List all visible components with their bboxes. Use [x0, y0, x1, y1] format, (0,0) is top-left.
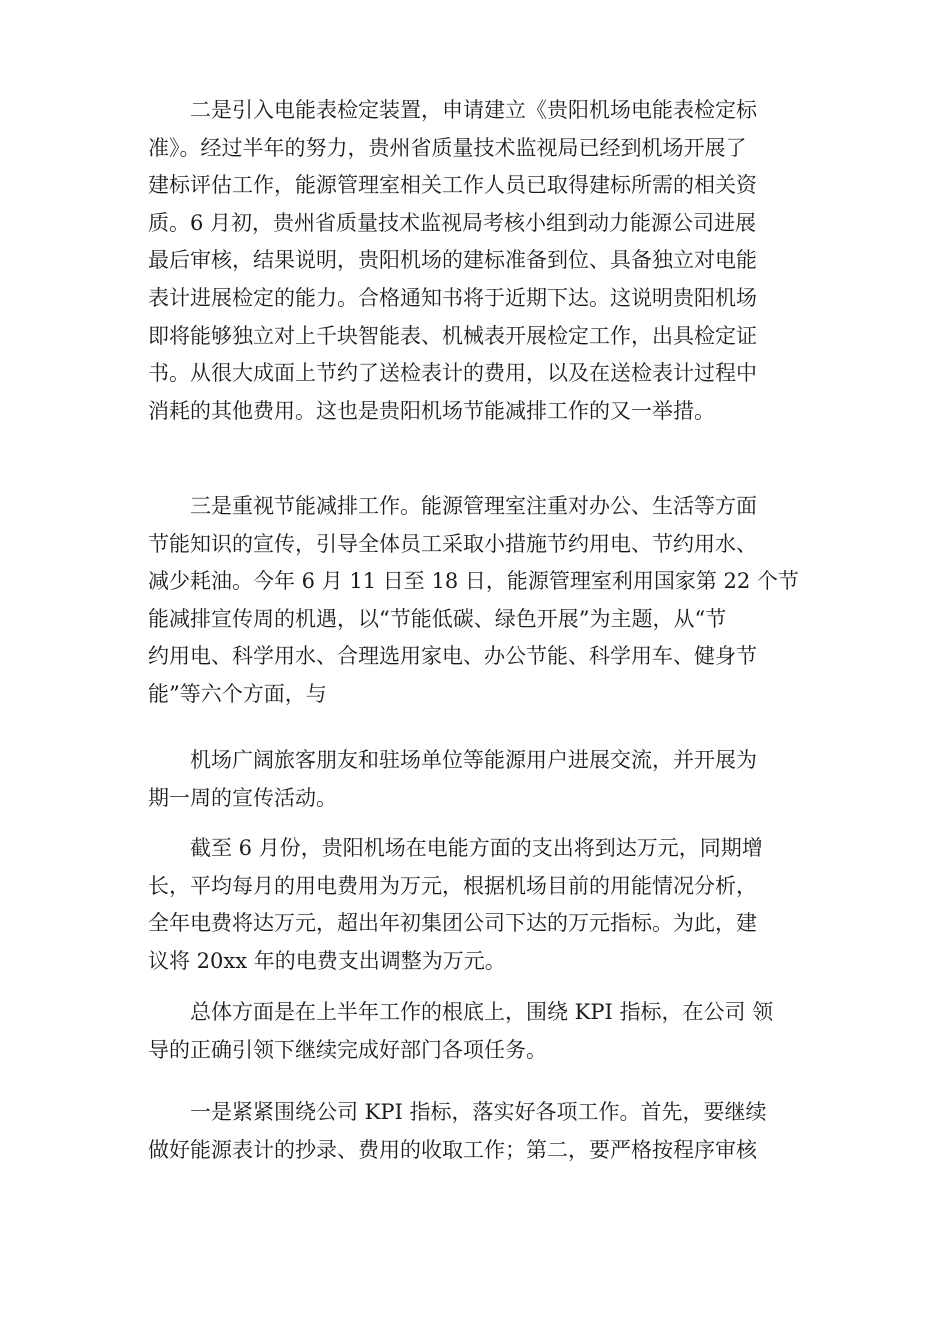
- text-line: 二是引入电能表检定装置，申请建立《贵阳机场电能表检定标: [190, 98, 757, 122]
- text-line: 能”等六个方面，与: [148, 681, 327, 706]
- text-line: 做好能源表计的抄录、费用的收取工作；第二，要严格按程序审核: [148, 1137, 757, 1162]
- paragraph-energy-meter-standard: [148, 92, 808, 430]
- text-line: 书。从很大成面上节约了送检表计的费用，以及在送检表计过程中: [148, 361, 757, 386]
- text-line: 能减排宣传周的机遇，以“节能低碳、绿色开展”为主题，从“节: [148, 606, 727, 631]
- text-line: 准》。经过半年的努力，贵州省质量技术监视局已经到机场开展了: [148, 135, 747, 160]
- text-line: 表计进展检定的能力。合格通知书将于近期下达。这说明贵阳机场: [148, 285, 757, 310]
- text-line: 建标评估工作，能源管理室相关工作人员已取得建标所需的相关资: [148, 173, 757, 198]
- paragraph-exchange: [148, 742, 808, 817]
- text-line: 截至 6 月份，贵阳机场在电能方面的支出将到达万元，同期增: [190, 836, 763, 860]
- text-line: 即将能够独立对上千块智能表、机械表开展检定工作，出具检定证: [148, 323, 757, 348]
- text-line: 一是紧紧围绕公司 KPI 指标，落实好各项工作。首先，要继续: [190, 1100, 767, 1124]
- paragraph-energy-saving: [148, 488, 808, 714]
- text-line: 长，平均每月的用电费用为万元，根据机场目前的用能情况分析，: [148, 873, 757, 898]
- text-line: 期一周的宣传活动。: [148, 785, 337, 810]
- paragraph-electricity-cost: [148, 830, 808, 980]
- paragraph-kpi: [148, 1094, 808, 1169]
- text-line: 议将 20xx 年的电费支出调整为万元。: [148, 948, 506, 973]
- text-line: 约用电、科学用水、合理选用家电、办公节能、科学用车、健身节: [148, 644, 757, 669]
- text-line: 机场广阔旅客朋友和驻场单位等能源用户进展交流，并开展为: [190, 748, 757, 772]
- text-line: 全年电费将达万元，超出年初集团公司下达的万元指标。为此，建: [148, 911, 757, 936]
- text-line: 质。6 月初，贵州省质量技术监视局考核小组到动力能源公司进展: [148, 210, 757, 235]
- paragraph-overall: [148, 994, 808, 1069]
- text-line: 导的正确引领下继续完成好部门各项任务。: [148, 1037, 547, 1062]
- text-line: 最后审核，结果说明，贵阳机场的建标准备到位、具备独立对电能: [148, 248, 757, 273]
- text-line: 减少耗油。今年 6 月 11 日至 18 日，能源管理室利用国家第 22 个节: [148, 569, 799, 594]
- text-line: 节能知识的宣传，引导全体员工采取小措施节约用电、节约用水、: [148, 531, 757, 556]
- text-line: 消耗的其他费用。这也是贵阳机场节能减排工作的又一举措。: [148, 398, 715, 423]
- text-line: 三是重视节能减排工作。能源管理室注重对办公、生活等方面: [190, 494, 757, 518]
- text-line: 总体方面是在上半年工作的根底上，围绕 KPI 指标，在公司 领: [190, 1000, 774, 1024]
